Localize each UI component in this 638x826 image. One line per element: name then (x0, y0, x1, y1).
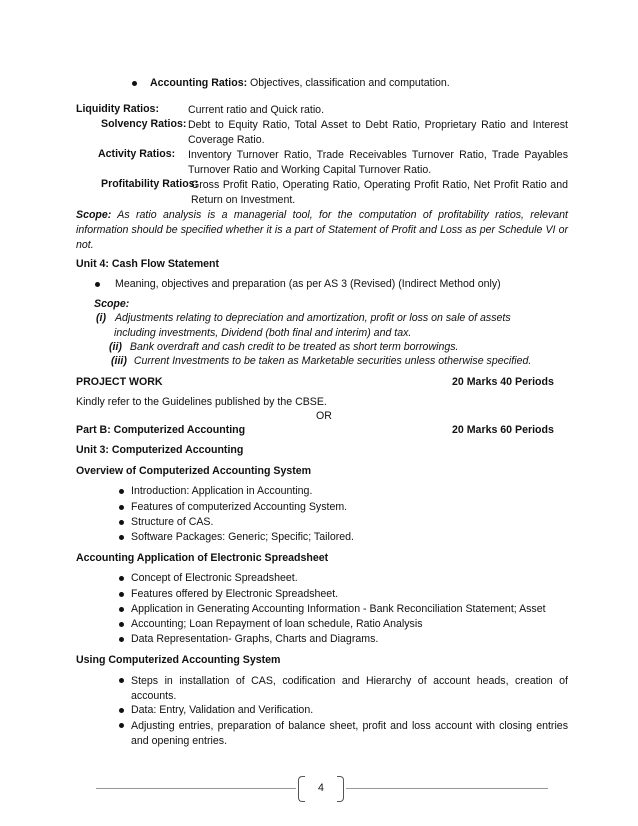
bullet-icon (119, 520, 124, 525)
page-number: 4 (318, 782, 324, 794)
list-item: Features of computerized Accounting System. (131, 501, 348, 513)
scope-item-text: Bank overdraft and cash credit to be treated as short term borrowings. (129, 341, 459, 353)
intro-text: Objectives, classification and computation. (247, 77, 450, 89)
bullet-icon (119, 637, 124, 642)
project-heading: PROJECT WORK (76, 376, 163, 388)
unit3-heading: Unit 3: Computerized Accounting (76, 444, 244, 456)
scope-item-num: (ii) (109, 341, 122, 353)
profitability-desc: Gross Profit Ratio, Operating Ratio, Operating Profit Ratio, Net Profit Ratio and Return on Investment. (191, 179, 568, 206)
scope-item-text: Current Investments to be taken as Marketable securities unless otherwise specified. (133, 355, 532, 367)
bullet-icon (119, 622, 124, 627)
intro-line (150, 77, 450, 89)
bullet-icon (119, 489, 124, 494)
using-heading: Using Computerized Accounting System (76, 654, 281, 666)
scope-item-num: (iii) (111, 355, 127, 367)
left-bracket-icon (298, 776, 305, 802)
liquidity-label: Liquidity Ratios: (76, 103, 159, 115)
liquidity-desc: Current ratio and Quick ratio. (188, 104, 325, 116)
list-item: Data Representation- Graphs, Charts and Diagrams. (131, 633, 379, 645)
list-item: Application in Generating Accounting Information - Bank Reconciliation Statement; Asset (131, 603, 546, 615)
scope-item-1 (96, 312, 511, 324)
scope-label: Scope: (76, 209, 112, 221)
scope-item-2 (109, 341, 458, 353)
scope-item-num: (i) (96, 312, 106, 324)
bullet-icon (119, 678, 124, 683)
list-item: Structure of CAS. (131, 516, 214, 528)
partb-heading: Part B: Computerized Accounting (76, 424, 246, 436)
bullet-icon (119, 535, 124, 540)
list-item: Data: Entry, Validation and Verification. (131, 704, 314, 716)
activity-label: Activity Ratios: (98, 148, 176, 160)
list-item: Concept of Electronic Spreadsheet. (131, 572, 298, 584)
bullet-icon (119, 592, 124, 597)
bullet-icon (119, 505, 124, 510)
project-text: Kindly refer to the Guidelines published by the CBSE. (76, 396, 327, 408)
scope-paragraph (76, 208, 568, 253)
activity-desc: Inventory Turnover Ratio, Trade Receivables Turnover Ratio, Trade Payables Turnover Ratio and Working Capital Turnover Ratio. (188, 149, 568, 176)
list-item: Accounting; Loan Repayment of loan schedule, Ratio Analysis (131, 618, 423, 630)
unit4-scope-label: Scope: (94, 298, 130, 310)
list-item: Features offered by Electronic Spreadsheet. (131, 588, 339, 600)
footer-rule-right (346, 788, 548, 789)
bullet-icon (132, 81, 137, 86)
project-marks: 20 Marks 40 Periods (452, 376, 554, 388)
scope-item-text: Adjustments relating to depreciation and amortization, profit or loss on sale of assets (114, 312, 511, 324)
overview-heading: Overview of Computerized Accounting System (76, 465, 312, 477)
intro-label: Accounting Ratios: (150, 77, 248, 89)
solvency-label: Solvency Ratios: (101, 118, 187, 130)
profitability-label: Profitability Ratios: (101, 178, 199, 190)
bullet-icon (119, 607, 124, 612)
list-item: Software Packages: Generic; Specific; Tailored. (131, 531, 354, 543)
or-separator: OR (316, 410, 332, 422)
list-item: Introduction: Application in Accounting. (131, 485, 313, 497)
right-bracket-icon (337, 776, 344, 802)
list-item: Steps in installation of CAS, codification and Hierarchy of account heads, creation of accounts. (131, 675, 568, 702)
bullet-icon (95, 282, 100, 287)
partb-marks: 20 Marks 60 Periods (452, 424, 554, 436)
bullet-icon (119, 708, 124, 713)
bullet-icon (119, 723, 124, 728)
unit4-bullet: Meaning, objectives and preparation (as per AS 3 (Revised) (Indirect Method only) (115, 278, 501, 290)
footer-rule-left (96, 788, 296, 789)
list-item: Adjusting entries, preparation of balance sheet, profit and loss account with closing entries and opening entries. (131, 720, 568, 747)
solvency-desc: Debt to Equity Ratio, Total Asset to Debt Ratio, Proprietary Ratio and Interest Coverage Ratio. (188, 119, 568, 146)
scope-text: As ratio analysis is a managerial tool, for the computation of profitability ratios, relevant information should be specified whether it is a part of Statement of Profit and Loss as per Schedule VI or not. (76, 209, 568, 251)
unit4-heading: Unit 4: Cash Flow Statement (76, 258, 220, 270)
bullet-icon (119, 576, 124, 581)
scope-item-3 (111, 355, 531, 367)
scope-item-1-cont: including investments, Dividend (both final and interim) and tax. (114, 327, 412, 339)
spreadsheet-heading: Accounting Application of Electronic Spreadsheet (76, 552, 329, 564)
